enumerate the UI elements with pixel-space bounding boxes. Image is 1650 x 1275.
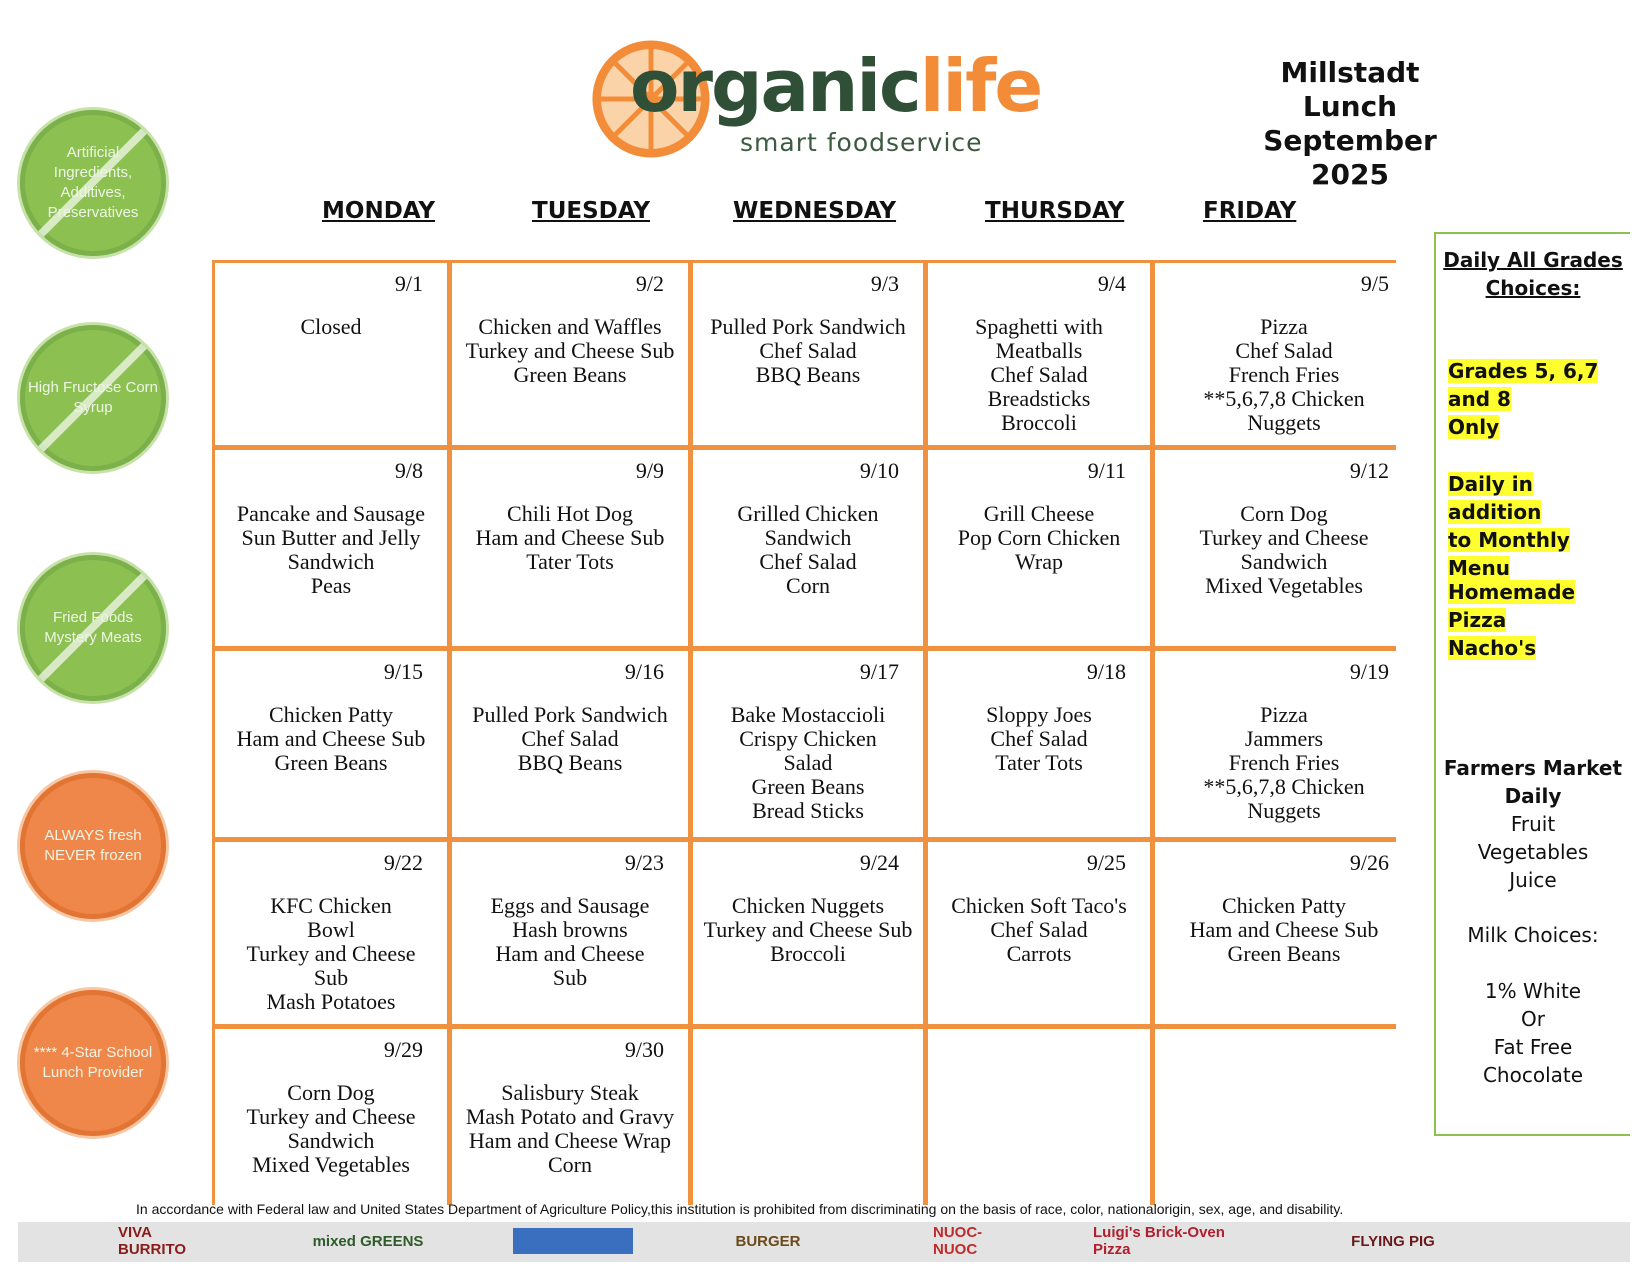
- menu-item: Pop Corn Chicken: [957, 525, 1121, 550]
- day-header-tuesday: TUESDAY: [532, 198, 650, 224]
- menu-day-cell: [928, 842, 1150, 1024]
- menu-item: Wrap: [1015, 549, 1063, 574]
- menu-item: Pizza: [1260, 314, 1308, 339]
- menu-item: Mash Potato and Gravy: [465, 1104, 675, 1129]
- menu-item: Chicken Patty: [1221, 893, 1347, 918]
- menu-item: Eggs and Sausage: [490, 893, 650, 918]
- menu-item: Tater Tots: [526, 549, 614, 574]
- farmers-item: Fruit: [1510, 812, 1556, 836]
- milk-line: Fat Free: [1493, 1035, 1573, 1059]
- menu-date: 9/1: [394, 271, 423, 296]
- menu-item: Bake Mostaccioli: [730, 702, 886, 727]
- badge-1: [20, 110, 166, 256]
- menu-items: [693, 703, 923, 823]
- menu-items: [928, 502, 1150, 574]
- homemade-line: Nacho's: [1448, 636, 1537, 660]
- menu-item: Corn Dog: [287, 1080, 375, 1105]
- menu-item: **5,6,7,8 Chicken: [1203, 386, 1365, 411]
- menu-item: Jammers: [1244, 726, 1324, 751]
- menu-item: Corn Dog: [1240, 501, 1328, 526]
- menu-item: Mixed Vegetables: [252, 1152, 410, 1177]
- menu-item: Ham and Cheese Sub: [1189, 917, 1379, 942]
- menu-day-cell: [215, 842, 447, 1024]
- menu-item: Broccoli: [1001, 410, 1077, 435]
- menu-date: 9/4: [1097, 271, 1126, 296]
- farmers-market-block: [1436, 754, 1630, 894]
- menu-item: Chef Salad: [759, 549, 857, 574]
- menu-date: 9/8: [394, 458, 423, 483]
- badge-text: Artificial Ingredients, Additives, Preservatives: [47, 144, 139, 221]
- menu-date: 9/9: [635, 458, 664, 483]
- menu-items: [215, 894, 447, 1014]
- menu-item: Chicken Nuggets: [731, 893, 885, 918]
- menu-item: Turkey and Cheese: [246, 1104, 416, 1129]
- menu-date: 9/10: [859, 458, 899, 483]
- menu-date: 9/24: [859, 850, 899, 875]
- menu-day-cell: [1155, 651, 1413, 837]
- side-heading-line-1: Daily All Grades: [1443, 248, 1623, 272]
- daily-line: Menu: [1448, 556, 1510, 580]
- menu-item: BBQ Beans: [755, 362, 861, 387]
- grades-line: and 8: [1448, 387, 1511, 411]
- homemade-line: Pizza: [1448, 608, 1507, 632]
- badge-text: ALWAYS fresh NEVER frozen: [44, 827, 142, 864]
- menu-item: Ham and Cheese Sub: [236, 726, 426, 751]
- menu-day-cell: [693, 651, 923, 837]
- milk-line: Chocolate: [1482, 1063, 1584, 1087]
- badge-text: **** 4-Star School Lunch Provider: [33, 1044, 153, 1081]
- menu-item: Meatballs: [995, 338, 1083, 363]
- brand-logo: mixed GREENS: [312, 1232, 424, 1250]
- menu-item: Peas: [310, 573, 352, 598]
- menu-date: 9/29: [383, 1037, 423, 1062]
- menu-item: Sub: [313, 965, 349, 990]
- menu-item: Chili Hot Dog: [507, 501, 633, 526]
- menu-items: [693, 315, 923, 387]
- menu-item: BBQ Beans: [517, 750, 623, 775]
- brand-logo: VIVA BURRITO: [118, 1224, 187, 1258]
- brand-logo: FLYING PIG: [1351, 1232, 1435, 1250]
- menu-item: Chef Salad: [521, 726, 619, 751]
- badge-text: Fried Foods Mystery Meats: [44, 609, 142, 646]
- menu-items: [1155, 315, 1413, 435]
- milk-choices-block: [1436, 977, 1630, 1089]
- menu-date: 9/17: [859, 659, 899, 684]
- menu-item: Ham and Cheese Wrap: [468, 1128, 672, 1153]
- menu-date: 9/12: [1349, 458, 1389, 483]
- farmers-line: Daily: [1504, 784, 1562, 808]
- menu-items: [215, 1081, 447, 1177]
- menu-date: 9/22: [383, 850, 423, 875]
- day-header-wednesday: WEDNESDAY: [733, 198, 897, 224]
- menu-date: 9/18: [1086, 659, 1126, 684]
- menu-item: Chef Salad: [990, 726, 1088, 751]
- menu-day-cell: [452, 1029, 688, 1216]
- menu-day-cell: [928, 263, 1150, 445]
- menu-item: Ham and Cheese Sub: [475, 525, 665, 550]
- daily-line: Daily in addition: [1448, 472, 1542, 524]
- menu-item: Nuggets: [1247, 410, 1321, 435]
- menu-item: Grill Cheese: [983, 501, 1095, 526]
- menu-day-cell: [452, 842, 688, 1024]
- menu-item: Turkey and Cheese Sub: [465, 338, 675, 363]
- brand-logo: BURGER: [735, 1232, 801, 1250]
- menu-item: Salad: [783, 750, 833, 775]
- badge-4: [20, 773, 166, 919]
- menu-item: Sub: [552, 965, 588, 990]
- logo-organic-text: organic: [630, 44, 920, 128]
- menu-day-cell: [215, 651, 447, 837]
- menu-item: Bowl: [307, 917, 355, 942]
- menu-item: Ham and Cheese: [495, 941, 645, 966]
- menu-item: Mash Potatoes: [266, 989, 396, 1014]
- menu-item: Pulled Pork Sandwich: [472, 702, 668, 727]
- logo-tagline: smart foodservice: [740, 128, 983, 157]
- menu-item: Pulled Pork Sandwich: [710, 314, 906, 339]
- daily-line: to Monthly: [1448, 528, 1570, 552]
- menu-items: [215, 703, 447, 775]
- daily-choices-panel: [1434, 232, 1630, 1136]
- homemade-note: [1448, 578, 1575, 662]
- menu-item: Salisbury Steak: [501, 1080, 639, 1105]
- menu-day-cell: [1155, 263, 1413, 445]
- menu-items: [693, 502, 923, 598]
- menu-item: Chicken Patty: [268, 702, 394, 727]
- menu-item: Chicken Soft Taco's: [951, 893, 1127, 918]
- menu-date: 9/19: [1349, 659, 1389, 684]
- menu-day-cell: [452, 263, 688, 445]
- brand-logo: [513, 1228, 633, 1254]
- side-heading-line-2: Choices:: [1485, 276, 1581, 300]
- side-heading: [1436, 246, 1630, 302]
- menu-item: Green Beans: [1227, 941, 1341, 966]
- menu-item: Breadsticks: [987, 386, 1091, 411]
- menu-items: [928, 703, 1150, 775]
- menu-day-cell: [215, 450, 447, 646]
- title-line-2: September 2025: [1263, 124, 1437, 191]
- menu-item: Sandwich: [1240, 549, 1328, 574]
- menu-items: [452, 703, 688, 775]
- brand-logo-strip: [18, 1222, 1630, 1262]
- menu-item: Mixed Vegetables: [1205, 573, 1363, 598]
- menu-items: [452, 502, 688, 574]
- grades-line: Grades 5, 6,7: [1448, 359, 1599, 383]
- menu-item: Pancake and Sausage: [236, 501, 426, 526]
- menu-date: 9/5: [1360, 271, 1389, 296]
- menu-item: Sandwich: [764, 525, 852, 550]
- menu-date: 9/15: [383, 659, 423, 684]
- menu-day-cell: [1155, 1029, 1413, 1216]
- menu-items: [928, 315, 1150, 435]
- menu-item: Green Beans: [751, 774, 865, 799]
- menu-date: 9/3: [870, 271, 899, 296]
- menu-items: [1155, 703, 1413, 823]
- menu-date: 9/11: [1087, 458, 1126, 483]
- menu-item: Chef Salad: [990, 362, 1088, 387]
- menu-day-cell: [693, 263, 923, 445]
- menu-item: French Fries: [1228, 750, 1340, 775]
- menu-day-cell: [215, 263, 447, 445]
- menu-day-cell: [928, 651, 1150, 837]
- menu-item: Turkey and Cheese: [1199, 525, 1369, 550]
- menu-item: Closed: [300, 314, 362, 339]
- menu-item: Grilled Chicken: [737, 501, 879, 526]
- logo-wordmark: [630, 44, 1042, 128]
- menu-item: French Fries: [1228, 362, 1340, 387]
- homemade-line: Homemade: [1448, 580, 1576, 604]
- menu-item: Chef Salad: [759, 338, 857, 363]
- menu-items: [452, 1081, 688, 1177]
- menu-item: Sandwich: [287, 1128, 375, 1153]
- menu-item: Corn: [548, 1152, 592, 1177]
- menu-day-cell: [928, 450, 1150, 646]
- title-line-1: Millstadt Lunch: [1280, 56, 1420, 123]
- farmers-line: Farmers Market: [1443, 756, 1623, 780]
- badge-2: [20, 325, 166, 471]
- menu-item: Broccoli: [770, 941, 846, 966]
- menu-item: Turkey and Cheese: [246, 941, 416, 966]
- menu-date: 9/23: [624, 850, 664, 875]
- menu-items: [1155, 502, 1413, 598]
- menu-item: Pizza: [1260, 702, 1308, 727]
- menu-items: [452, 315, 688, 387]
- menu-items: [693, 894, 923, 966]
- badge-3: [20, 555, 166, 701]
- badge-text: High Fructose Corn Syrup: [27, 379, 159, 416]
- menu-item: Green Beans: [513, 362, 627, 387]
- menu-item: Bread Sticks: [752, 798, 864, 823]
- farmers-item: Juice: [1509, 868, 1557, 892]
- menu-item: Chef Salad: [1235, 338, 1333, 363]
- menu-date: 9/2: [635, 271, 664, 296]
- logo-life-text: life: [919, 44, 1042, 128]
- menu-item: **5,6,7,8 Chicken: [1203, 774, 1365, 799]
- organic-life-logo: [590, 32, 1050, 162]
- milk-choices-title: Milk Choices:: [1467, 923, 1599, 947]
- menu-date: 9/26: [1349, 850, 1389, 875]
- day-header-monday: MONDAY: [322, 198, 436, 224]
- menu-item: Hash browns: [512, 917, 628, 942]
- menu-item: Corn: [786, 573, 830, 598]
- brand-logo: NUOC-NUOC: [933, 1224, 983, 1258]
- menu-day-cell: [693, 450, 923, 646]
- menu-item: Sandwich: [287, 549, 375, 574]
- menu-day-cell: [693, 1029, 923, 1216]
- day-header-thursday: THURSDAY: [985, 198, 1125, 224]
- grades-line: Only: [1448, 415, 1500, 439]
- menu-date: 9/30: [624, 1037, 664, 1062]
- menu-date: 9/25: [1086, 850, 1126, 875]
- menu-day-cell: [215, 1029, 447, 1216]
- farmers-item: Vegetables: [1477, 840, 1589, 864]
- menu-day-cell: [452, 450, 688, 646]
- menu-item: Chicken and Waffles: [478, 314, 662, 339]
- menu-item: Tater Tots: [995, 750, 1083, 775]
- menu-items: [215, 315, 447, 339]
- day-header-friday: FRIDAY: [1203, 198, 1297, 224]
- menu-date: 9/16: [624, 659, 664, 684]
- menu-day-cell: [452, 651, 688, 837]
- menu-calendar-grid: [212, 260, 1396, 1205]
- menu-item: Green Beans: [274, 750, 388, 775]
- menu-item: Sun Butter and Jelly: [241, 525, 421, 550]
- menu-item: Sloppy Joes: [986, 702, 1092, 727]
- grades-note: [1448, 357, 1598, 441]
- page-title: [1240, 56, 1460, 192]
- menu-day-cell: [1155, 842, 1413, 1024]
- menu-items: [1155, 894, 1413, 966]
- menu-day-cell: [928, 1029, 1150, 1216]
- menu-items: [452, 894, 688, 990]
- menu-items: [928, 894, 1150, 966]
- menu-day-cell: [693, 842, 923, 1024]
- menu-day-cell: [1155, 450, 1413, 646]
- menu-item: Crispy Chicken: [739, 726, 877, 751]
- menu-item: KFC Chicken: [270, 893, 392, 918]
- brand-logo: Luigi's Brick-Oven Pizza: [1093, 1224, 1225, 1258]
- badge-5: [20, 990, 166, 1136]
- menu-item: Turkey and Cheese Sub: [703, 917, 913, 942]
- menu-item: Spaghetti with: [975, 314, 1103, 339]
- milk-line: Or: [1521, 1007, 1545, 1031]
- milk-line: 1% White: [1484, 979, 1582, 1003]
- menu-items: [215, 502, 447, 598]
- menu-item: Carrots: [1006, 941, 1072, 966]
- menu-item: Chef Salad: [990, 917, 1088, 942]
- daily-note: [1448, 470, 1630, 582]
- menu-item: Nuggets: [1247, 798, 1321, 823]
- nondiscrimination-statement: In accordance with Federal law and United States Department of Agriculture Policy,this institution is prohibited from discriminating on the basis of race, color, nationalorigin, sex, age, and disability.: [136, 1201, 1344, 1217]
